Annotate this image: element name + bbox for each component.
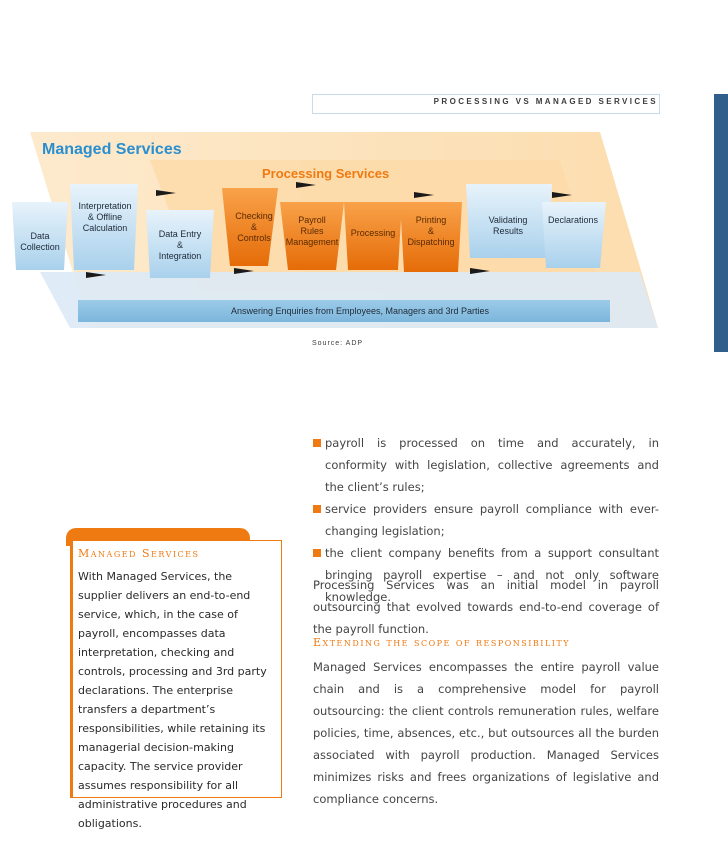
section-paragraph: Managed Services encompasses the entire payroll value chain and is a comprehensive model for payroll outsourcing: the client controls remuneration rules, welfare policies, time, absences, etc., but outsources all the burden associated with payroll production. Managed Services minimizes risks and frees organizations of legislative and compliance concerns. (313, 660, 659, 806)
bullet-square-icon (313, 549, 321, 557)
bullet-item (313, 498, 659, 542)
label-data-entry: Data Entry & Integration (158, 229, 202, 261)
answering-label: Answering Enquiries from Employees, Managers and 3rd Parties (230, 306, 490, 316)
label-data-collection: Data Collection (20, 231, 60, 252)
sidebar-text: With Managed Services, the supplier delivers an end-to-end service, which, in the case of payroll, encompasses data interpretation, checking and controls, processing and 3rd party declarations. The enterprise transfers a department’s responsibilities, while retaining its managerial decision-making capacity. The service provider assumes responsibility for all administrative procedures and obligations. (78, 570, 267, 830)
label-checking: Checking & Controls (235, 211, 273, 243)
paragraph-processing: Processing Services was an initial model in payroll outsourcing that evolved towards end-to-end coverage of the payroll function. (313, 578, 659, 636)
processing-services-title: Processing Services (262, 166, 390, 181)
label-declarations: Declarations (547, 215, 599, 225)
figure-source: Source: ADP (312, 340, 364, 347)
label-processing: Processing (350, 228, 396, 238)
managed-services-title: Managed Services (42, 141, 182, 158)
bullet-text: service providers ensure payroll compliance with ever-changing legislation; (325, 502, 659, 538)
bullet-square-icon (313, 439, 321, 447)
label-payroll-rules: Payroll Rules Management (285, 215, 339, 247)
label-interpretation: Interpretation & Offline Calculation (78, 201, 132, 233)
section-heading: Extending the scope of responsibility (313, 636, 571, 649)
bullet-square-icon (313, 505, 321, 513)
section-header: PROCESSING VS MANAGED SERVICES (433, 97, 658, 106)
bullet-text: payroll is processed on time and accurately, in conformity with legislation, collective agreements and the client’s rules; (325, 436, 659, 494)
step-declarations (542, 202, 606, 268)
bullet-text: the client company benefits from a support consultant bringing payroll expertise – and not only software knowledge. (325, 546, 659, 604)
sidebar-title: Managed Services (78, 547, 200, 560)
bullet-item (313, 432, 659, 498)
label-validating: Validating Results (488, 215, 528, 236)
label-printing: Printing & Dispatching (407, 215, 455, 247)
